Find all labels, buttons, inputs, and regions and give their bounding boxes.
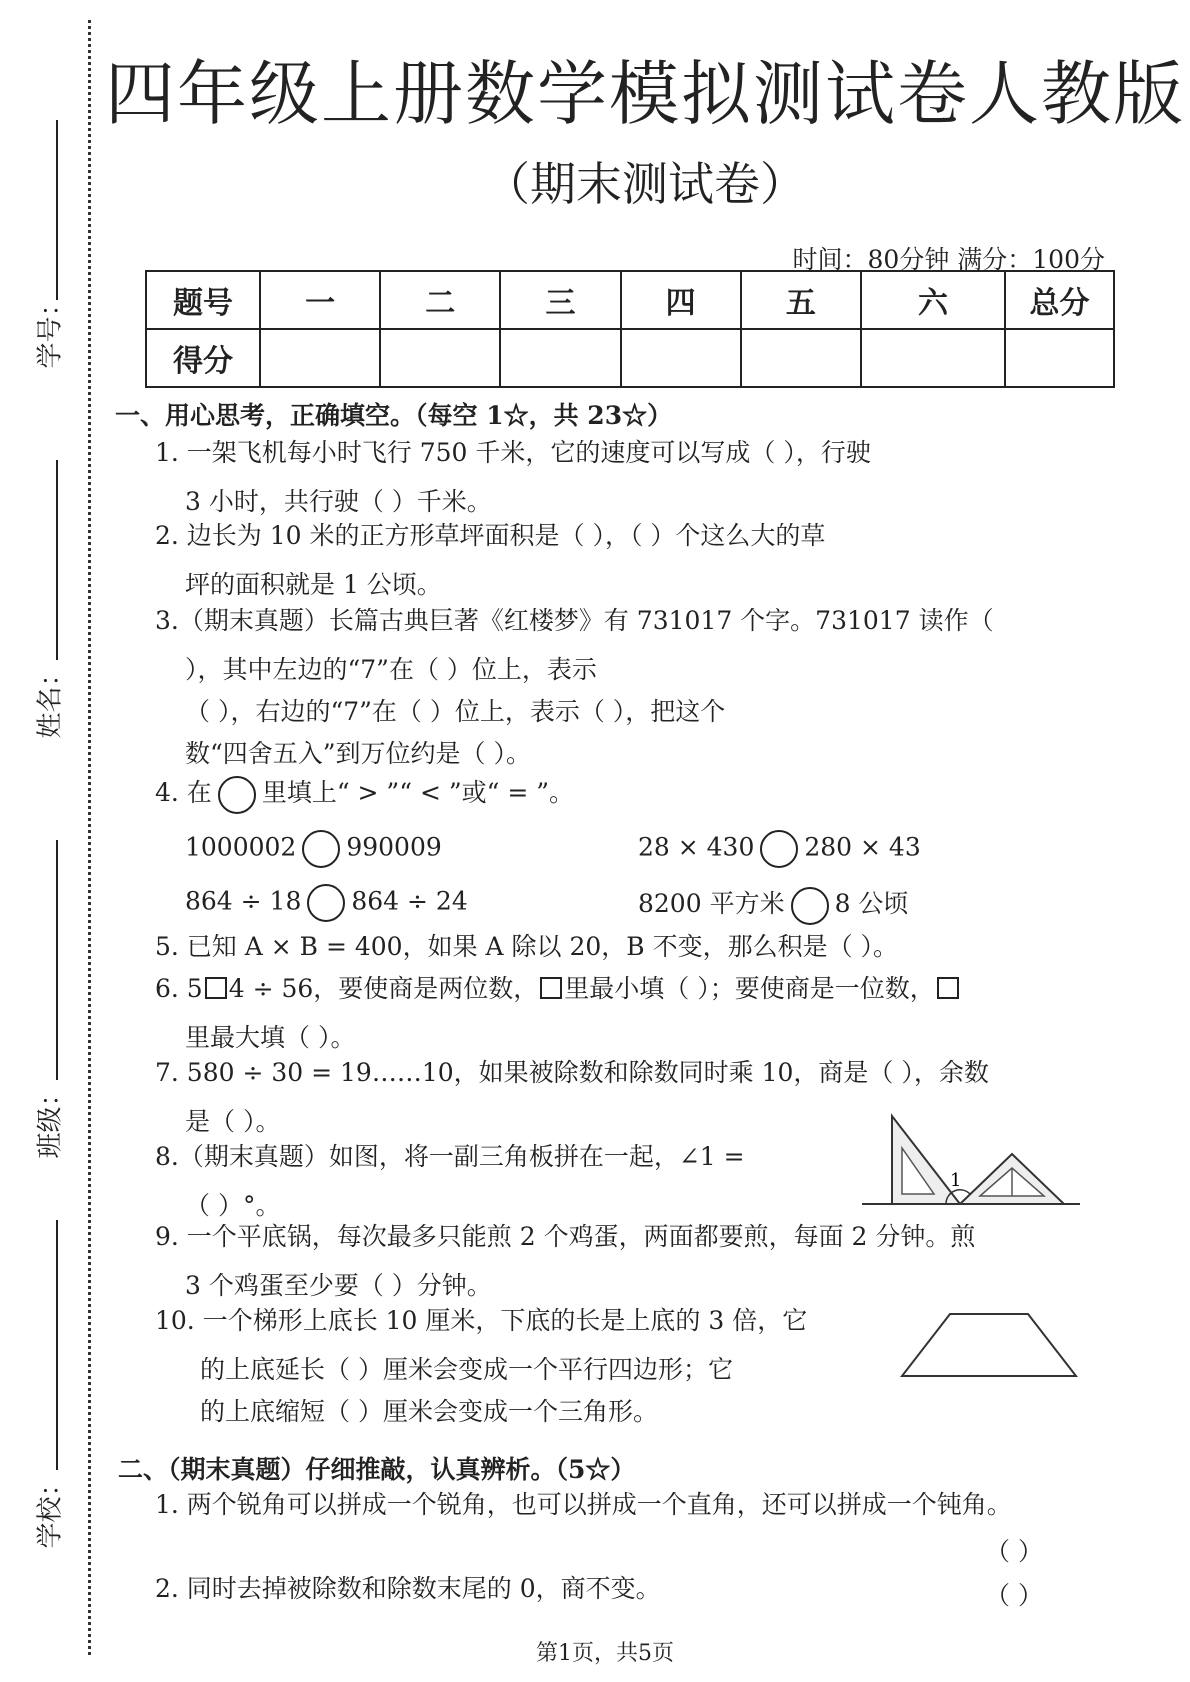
score-header-cell: 题号 [146, 271, 260, 329]
q7-line2: 是（ ）。 [185, 1107, 281, 1136]
name-line [56, 460, 58, 660]
q10-line2: 的上底延长（ ）厘米会变成一个平行四边形；它 [200, 1355, 733, 1384]
q4-item-right: 8 公顷 [834, 889, 909, 918]
q6-part-b: 4 ÷ 56，要使商是两位数， [228, 974, 539, 1003]
q4-item-1 [185, 830, 442, 868]
q2-line2: 坪的面积就是 1 公顷。 [185, 570, 442, 599]
q7-line1: 7. 580 ÷ 30 = 19……10，如果被除数和除数同时乘 10，商是（ ），余数 [155, 1058, 989, 1087]
score-header-cell: 四 [621, 271, 741, 329]
class-line [56, 840, 58, 1080]
q4-title [155, 772, 574, 814]
set-squares-figure [862, 1112, 1082, 1208]
page-title: 四年级上册数学模拟测试卷人教版 [105, 53, 1185, 135]
q4-item-2 [638, 830, 921, 868]
answer-circle[interactable] [791, 887, 829, 925]
score-header-cell: 六 [861, 271, 1005, 329]
compare-circle-icon [218, 776, 256, 814]
s2-q1-answer[interactable]: （ ） [985, 1537, 1043, 1566]
answer-circle[interactable] [760, 830, 798, 868]
score-header-cell: 五 [741, 271, 861, 329]
page-subtitle: （期末测试卷） [484, 157, 806, 211]
page-footer: 第1页，共5页 [536, 1641, 674, 1666]
school-line [56, 1220, 58, 1470]
q4-item-left: 1000002 [185, 832, 297, 862]
q8-line2: （ ）°。 [185, 1191, 281, 1220]
exam-meta: 时间：80分钟 满分：100分 [792, 245, 1105, 274]
score-cell[interactable] [621, 329, 741, 387]
blank-square-icon [937, 977, 959, 999]
q9-line1: 9. 一个平底锅，每次最多只能煎 2 个鸡蛋，两面都要煎，每面 2 分钟。煎 [155, 1222, 976, 1251]
q9-line2: 3 个鸡蛋至少要（ ）分钟。 [185, 1271, 492, 1300]
q4-item-left: 864 ÷ 18 [185, 886, 302, 916]
answer-circle[interactable] [307, 884, 345, 922]
s2-q1: 1. 两个锐角可以拼成一个锐角，也可以拼成一个直角，还可以拼成一个钝角。 [155, 1490, 1012, 1519]
q4-title-b: 里填上“ > ”“ < ”或“ = ”。 [261, 778, 575, 807]
answer-circle[interactable] [302, 830, 340, 868]
q8-line1: 8.（期末真题）如图，将一副三角板拼在一起，∠1 = [155, 1142, 745, 1171]
score-cell[interactable] [380, 329, 500, 387]
q3-line4: 数“四舍五入”到万位约是（ ）。 [185, 739, 532, 768]
q5: 5. 已知 A × B = 400，如果 A 除以 20，B 不变，那么积是（ ）。 [155, 932, 899, 961]
q6-part-c: 里最小填（ ）；要使商是一位数， [564, 974, 935, 1003]
s2-q2-answer[interactable]: （ ） [985, 1581, 1043, 1610]
section2-title: 二、（期末真题）仔细推敲，认真辨析。（5☆） [118, 1455, 636, 1484]
q4-item-right: 280 × 43 [804, 832, 921, 862]
q10-line3: 的上底缩短（ ）厘米会变成一个三角形。 [200, 1397, 658, 1426]
q3-line3: （ ），右边的“7”在（ ）位上，表示（ ），把这个 [185, 697, 726, 726]
school-label: 学校： [35, 1470, 66, 1549]
q1-line1: 1. 一架飞机每小时飞行 750 千米，它的速度可以写成（ ），行驶 [155, 438, 871, 467]
trapezoid-shape [902, 1314, 1076, 1376]
score-row-label: 得分 [146, 329, 260, 387]
score-cell[interactable] [1005, 329, 1114, 387]
q2-line1: 2. 边长为 10 米的正方形草坪面积是（ ），（ ）个这么大的草 [155, 521, 826, 550]
score-cell[interactable] [861, 329, 1005, 387]
q6-line2: 里最大填（ ）。 [185, 1023, 356, 1052]
q1-line2: 3 小时，共行驶（ ）千米。 [185, 487, 492, 516]
blank-square-icon [205, 977, 227, 999]
section1-title: 一、用心思考，正确填空。（每空 1☆，共 23☆） [115, 401, 673, 430]
q4-item-3 [185, 884, 468, 922]
angle-label: 1 [950, 1170, 962, 1191]
score-header-cell: 一 [260, 271, 380, 329]
q4-item-left: 28 × 430 [638, 832, 755, 862]
class-label: 班级： [35, 1080, 66, 1159]
s2-q2: 2. 同时去掉被除数和除数末尾的 0，商不变。 [155, 1574, 661, 1603]
score-header-cell: 三 [500, 271, 620, 329]
score-header-row [146, 271, 1114, 329]
q6-line1 [155, 968, 961, 1010]
blank-square-icon [540, 977, 562, 999]
score-table [145, 270, 1115, 388]
score-cell[interactable] [260, 329, 380, 387]
score-cell[interactable] [500, 329, 620, 387]
q4-item-right: 864 ÷ 24 [351, 886, 468, 916]
q6-part-a: 6. 5 [155, 974, 203, 1003]
score-header-cell: 二 [380, 271, 500, 329]
q4-item-right: 990009 [346, 832, 442, 862]
trapezoid-figure [900, 1310, 1080, 1380]
q4-title-a: 4. 在 [155, 778, 212, 807]
q4-item-left: 8200 平方米 [638, 889, 785, 918]
q10-line1: 10. 一个梯形上底长 10 厘米，下底的长是上底的 3 倍，它 [155, 1306, 808, 1335]
q3-line2: ），其中左边的“7”在（ ）位上，表示 [185, 655, 597, 684]
student-id-label: 学号： [35, 290, 66, 369]
score-header-cell: 总分 [1005, 271, 1114, 329]
q4-item-4 [638, 884, 908, 925]
score-value-row [146, 329, 1114, 387]
name-label: 姓名： [35, 660, 66, 739]
q3-line1: 3.（期末真题）长篇古典巨著《红楼梦》有 731017 个字。731017 读作（ [155, 606, 994, 635]
score-cell[interactable] [741, 329, 861, 387]
binding-dotted-line [88, 20, 91, 1655]
